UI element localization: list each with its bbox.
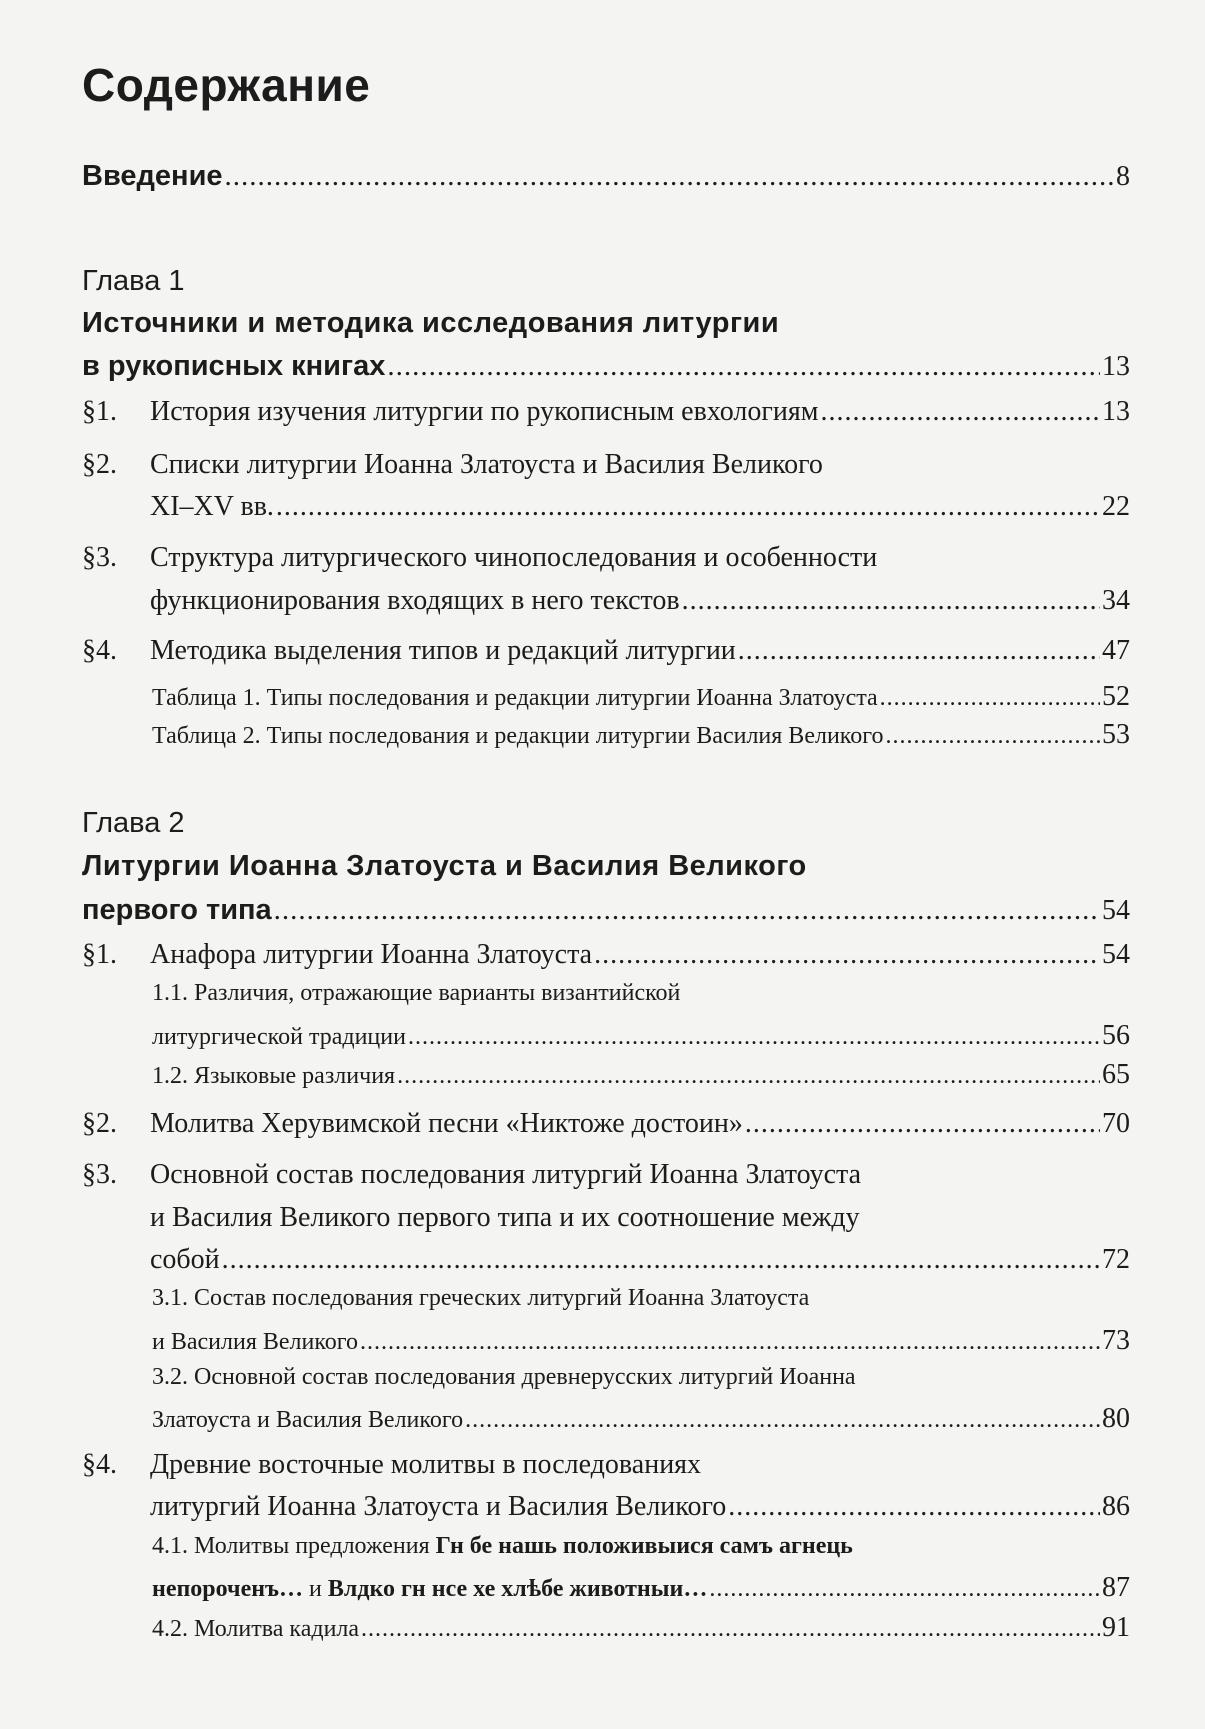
page-title: Содержание <box>82 59 371 111</box>
chapter-heading: Глава 1 <box>82 265 185 297</box>
subsection-title-cont: и Василия Великого <box>152 1329 359 1355</box>
dot-leader <box>709 1576 1100 1603</box>
chapter-title-line2: в рукописных книгах <box>82 350 386 382</box>
section-title: Основной состав последования литургий Иоанна Златоуста <box>150 1159 862 1190</box>
toc-entry-section[interactable] <box>150 491 1130 523</box>
subsection-title-part: 4.1. Молитвы предложения <box>152 1533 436 1559</box>
page-number: 91 <box>1102 1612 1130 1643</box>
subsection-title: 3.2. Основной состав последования древнерусских литургий Иоанна <box>152 1364 856 1390</box>
page-number: 80 <box>1102 1403 1130 1434</box>
dot-leader <box>276 491 1100 523</box>
page-number: 86 <box>1102 1491 1130 1522</box>
dot-leader <box>728 1491 1100 1523</box>
dot-leader <box>360 1329 1100 1356</box>
toc-entry-section[interactable] <box>150 585 1130 617</box>
dot-leader <box>885 723 1100 750</box>
section-number: §2. <box>82 449 117 480</box>
chapter-title-line2: первого типа <box>82 894 272 926</box>
dot-leader <box>387 350 1100 383</box>
page-number: 13 <box>1102 351 1130 382</box>
church-slavonic-text: Влдко гн нсе хе хлѣбе животныи… <box>327 1576 708 1602</box>
toc-entry-table[interactable] <box>152 681 1130 713</box>
section-number: §3. <box>82 542 117 573</box>
toc-entry-subsection[interactable] <box>152 1612 1130 1644</box>
dot-leader <box>682 585 1100 617</box>
chapter-heading: Глава 2 <box>82 807 185 839</box>
dot-leader <box>745 1108 1100 1140</box>
section-title-cont: литургий Иоанна Златоуста и Василия Великого <box>150 1491 727 1522</box>
toc-entry-subsection[interactable] <box>152 1059 1130 1091</box>
page-number: 72 <box>1102 1244 1130 1275</box>
section-title-cont: собой <box>150 1244 220 1275</box>
section-title: Молитва Херувимской песни «Никтоже достоин» <box>150 1108 743 1139</box>
subsection-title-cont: литургической традиции <box>152 1024 406 1050</box>
dot-leader <box>465 1407 1100 1434</box>
toc-entry-section[interactable] <box>150 1491 1130 1523</box>
dot-leader <box>274 894 1100 927</box>
page-number: 13 <box>1102 396 1130 427</box>
toc-entry-label: Введение <box>82 160 223 192</box>
toc-entry-section[interactable] <box>150 635 1130 667</box>
subsection-title-cont <box>152 1576 707 1603</box>
section-title-cont: XI–XV вв. <box>150 491 274 522</box>
section-title-cont: и Василия Великого первого типа и их соотношение между <box>150 1202 860 1233</box>
section-number: §3. <box>82 1159 117 1190</box>
dot-leader <box>222 1244 1100 1276</box>
page-number: 47 <box>1102 635 1130 666</box>
toc-entry-chapter2[interactable] <box>82 894 1130 927</box>
toc-entry-section[interactable] <box>150 1108 1130 1140</box>
section-number: §4. <box>82 635 117 666</box>
toc-entry-section[interactable] <box>150 1244 1130 1276</box>
toc-entry-section[interactable] <box>150 396 1130 428</box>
page-number: 65 <box>1102 1059 1130 1090</box>
table-title: Таблица 1. Типы последования и редакции литургии Иоанна Златоуста <box>152 685 878 711</box>
page-number: 53 <box>1102 719 1130 750</box>
page-number: 52 <box>1102 681 1130 712</box>
page-number: 56 <box>1102 1020 1130 1051</box>
section-number: §1. <box>82 396 117 427</box>
section-number: §4. <box>82 1449 117 1480</box>
dot-leader <box>397 1063 1100 1090</box>
subsection-title <box>152 1533 853 1560</box>
subsection-title-cont: Златоуста и Василия Великого <box>152 1407 464 1433</box>
toc-entry-subsection[interactable] <box>152 1403 1130 1435</box>
section-title: История изучения литургии по рукописным евхологиям <box>150 396 819 427</box>
section-number: §2. <box>82 1108 117 1139</box>
page-number: 73 <box>1102 1325 1130 1356</box>
dot-leader <box>361 1616 1100 1643</box>
toc-entry-intro[interactable] <box>82 160 1130 193</box>
toc-entry-subsection[interactable] <box>152 1325 1130 1357</box>
toc-entry-chapter1[interactable] <box>82 350 1130 383</box>
conjunction-text: и <box>303 1576 328 1602</box>
subsection-title: 1.1. Различия, отражающие варианты византийской <box>152 980 681 1006</box>
page-number: 70 <box>1102 1108 1130 1139</box>
section-title: Методика выделения типов и редакций литургии <box>150 635 736 666</box>
section-title: Списки литургии Иоанна Златоуста и Василия Великого <box>150 449 823 480</box>
church-slavonic-text: непороченъ… <box>152 1576 304 1602</box>
chapter-title: Литургии Иоанна Златоуста и Василия Великого <box>82 850 807 882</box>
subsection-title: 1.2. Языковые различия <box>152 1063 396 1089</box>
toc-entry-section[interactable] <box>150 939 1130 971</box>
page-number: 8 <box>1116 161 1130 192</box>
page-number: 34 <box>1102 585 1130 616</box>
page-number: 87 <box>1102 1572 1130 1603</box>
dot-leader <box>820 396 1100 428</box>
dot-leader <box>225 160 1114 193</box>
dot-leader <box>594 939 1100 971</box>
section-title-cont: функционирования входящих в него текстов <box>150 585 680 616</box>
chapter-title: Источники и методика исследования литургии <box>82 307 780 339</box>
section-title: Древние восточные молитвы в последованиях <box>150 1449 702 1480</box>
dot-leader <box>880 685 1100 712</box>
toc-entry-table[interactable] <box>152 719 1130 751</box>
church-slavonic-text: Гн бе нашь положивыися самъ агнець <box>435 1533 853 1559</box>
subsection-title: 3.1. Состав последования греческих литургий Иоанна Златоуста <box>152 1285 810 1311</box>
table-title: Таблица 2. Типы последования и редакции литургии Василия Великого <box>152 723 884 749</box>
page-number: 54 <box>1102 939 1130 970</box>
section-number: §1. <box>82 939 117 970</box>
section-title: Анафора литургии Иоанна Златоуста <box>150 939 593 970</box>
dot-leader <box>738 635 1100 667</box>
toc-entry-subsection[interactable] <box>152 1020 1130 1052</box>
section-title: Структура литургического чинопоследования и особенности <box>150 542 878 573</box>
dot-leader <box>408 1024 1100 1051</box>
subsection-title: 4.2. Молитва кадила <box>152 1616 360 1642</box>
page-number: 54 <box>1102 895 1130 926</box>
toc-entry-subsection[interactable] <box>152 1572 1130 1604</box>
page-number: 22 <box>1102 491 1130 522</box>
